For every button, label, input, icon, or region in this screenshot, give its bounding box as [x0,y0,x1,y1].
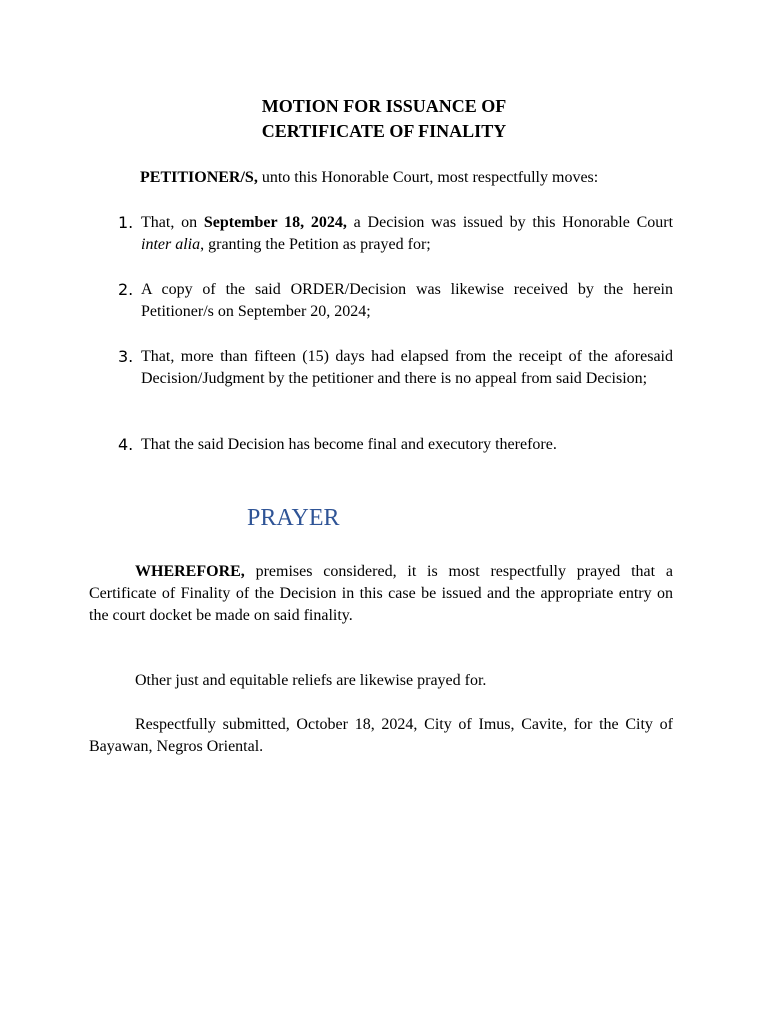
respectfully-submitted-paragraph: Respectfully submitted, October 18, 2024, City of Imus, Cavite, for the City of Bayawan, Negros Oriental. [89,716,673,755]
list-number-2: 2. [118,280,134,299]
other-reliefs-paragraph: Other just and equitable reliefs are likewise prayed for. [135,672,487,689]
wherefore-text: premises considered, it is most respectfully prayed that a Certificate of Finality of the Decision in this case be issued and the appropriate entry on the court docket be made on said finality. [89,563,673,624]
list-number-1: 1. [118,213,134,232]
document-title [0,94,768,144]
prayer-heading: PRAYER [247,505,340,531]
item-1-date: September 18, 2024, [203,214,347,231]
item-1-italic: inter alia [141,236,201,253]
intro-petitioner: PETITIONER/S, [140,169,258,186]
list-number-3: 3. [118,347,134,366]
wherefore-bold: WHEREFORE, [135,563,245,580]
list-number-4: 4. [118,435,134,454]
item-1-post: , granting the Petition as prayed for; [200,236,431,253]
intro-paragraph [140,167,680,189]
item-1-mid: a Decision was issued by this Honorable Court [346,214,674,231]
list-item-3: That, more than fifteen (15) days had elapsed from the receipt of the aforesaid Decision/Judgment by the petitioner and there is no appeal from said Decision; [141,348,673,387]
list-item-2: A copy of the said ORDER/Decision was likewise received by the herein Petitioner/s on September 20, 2024; [141,281,673,320]
wherefore-paragraph [89,561,673,627]
list-item-1 [141,212,673,256]
item-1-pre: That, on [141,214,204,231]
title-line-2: CERTIFICATE OF FINALITY [261,121,507,141]
list-item-4: That the said Decision has become final and executory therefore. [141,436,557,453]
title-line-1: MOTION FOR ISSUANCE OF [261,96,507,116]
intro-text: unto this Honorable Court, most respectfully moves: [257,169,599,186]
